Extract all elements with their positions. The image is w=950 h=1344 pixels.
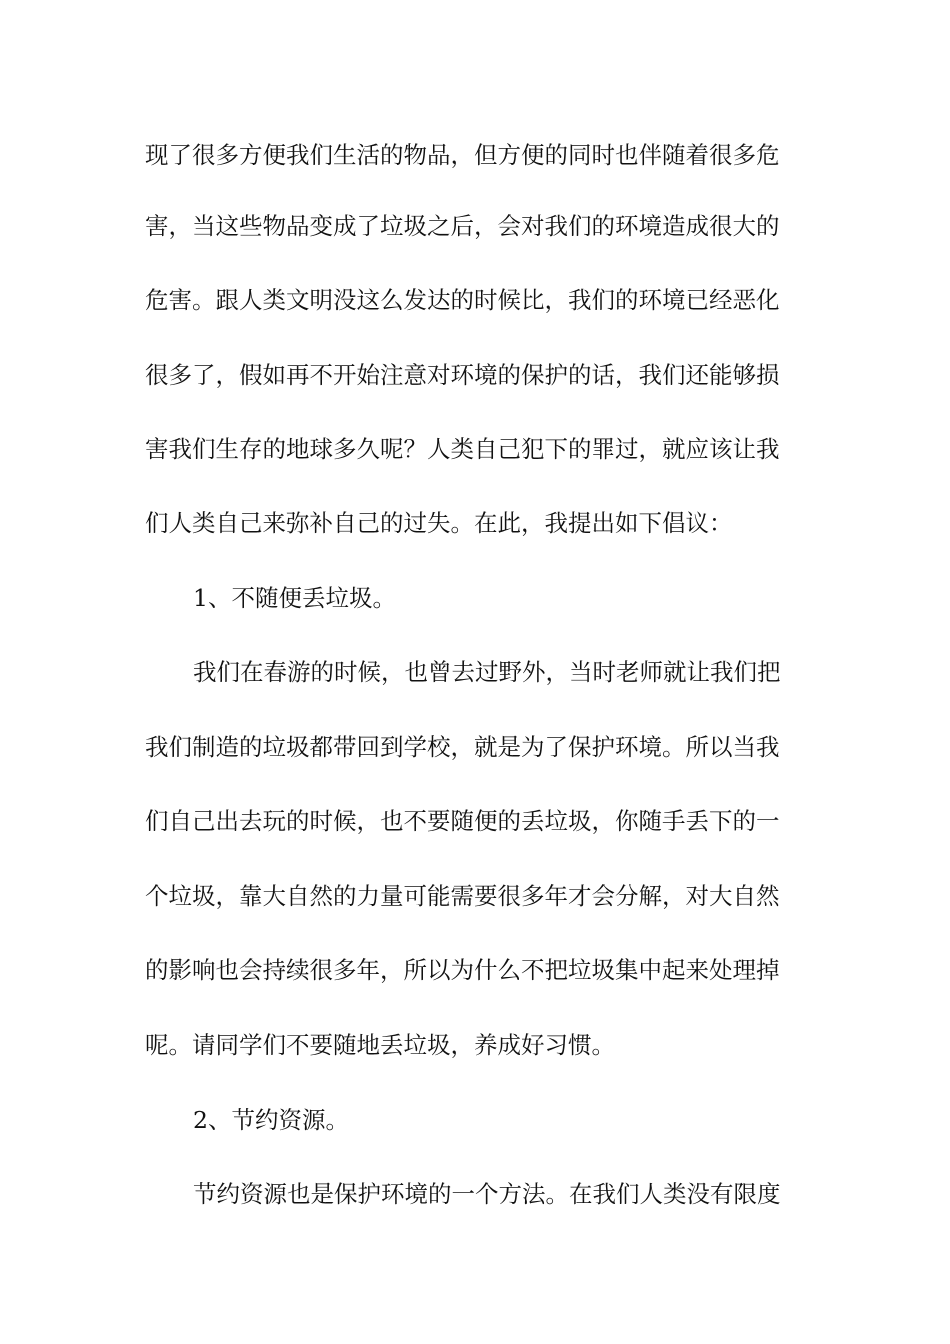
section-heading: 1、不随便丢垃圾。 <box>193 584 396 612</box>
paragraph-line: 呢。请同学们不要随地丢垃圾，养成好习惯。 <box>145 1031 615 1059</box>
paragraph-line: 们自己出去玩的时候，也不要随便的丢垃圾，你随手丢下的一 <box>145 807 780 835</box>
paragraph-line: 危害。跟人类文明没这么发达的时候比，我们的环境已经恶化 <box>145 286 780 314</box>
paragraph-line: 我们制造的垃圾都带回到学校，就是为了保护环境。所以当我 <box>145 733 780 761</box>
paragraph-line: 们人类自己来弥补自己的过失。在此，我提出如下倡议： <box>145 509 733 537</box>
paragraph-line: 很多了，假如再不开始注意对环境的保护的话，我们还能够损 <box>145 361 780 389</box>
paragraph-line: 现了很多方便我们生活的物品，但方便的同时也伴随着很多危 <box>145 141 780 169</box>
paragraph-line: 个垃圾，靠大自然的力量可能需要很多年才会分解，对大自然 <box>145 882 780 910</box>
section-heading: 2、节约资源。 <box>193 1106 349 1134</box>
paragraph-line: 害我们生存的地球多久呢？人类自己犯下的罪过，就应该让我 <box>145 435 780 463</box>
paragraph-line: 节约资源也是保护环境的一个方法。在我们人类没有限度 <box>193 1180 781 1208</box>
paragraph-line: 害，当这些物品变成了垃圾之后，会对我们的环境造成很大的 <box>145 212 780 240</box>
paragraph-line: 我们在春游的时候，也曾去过野外，当时老师就让我们把 <box>193 658 781 686</box>
paragraph-line: 的影响也会持续很多年，所以为什么不把垃圾集中起来处理掉 <box>145 956 780 984</box>
